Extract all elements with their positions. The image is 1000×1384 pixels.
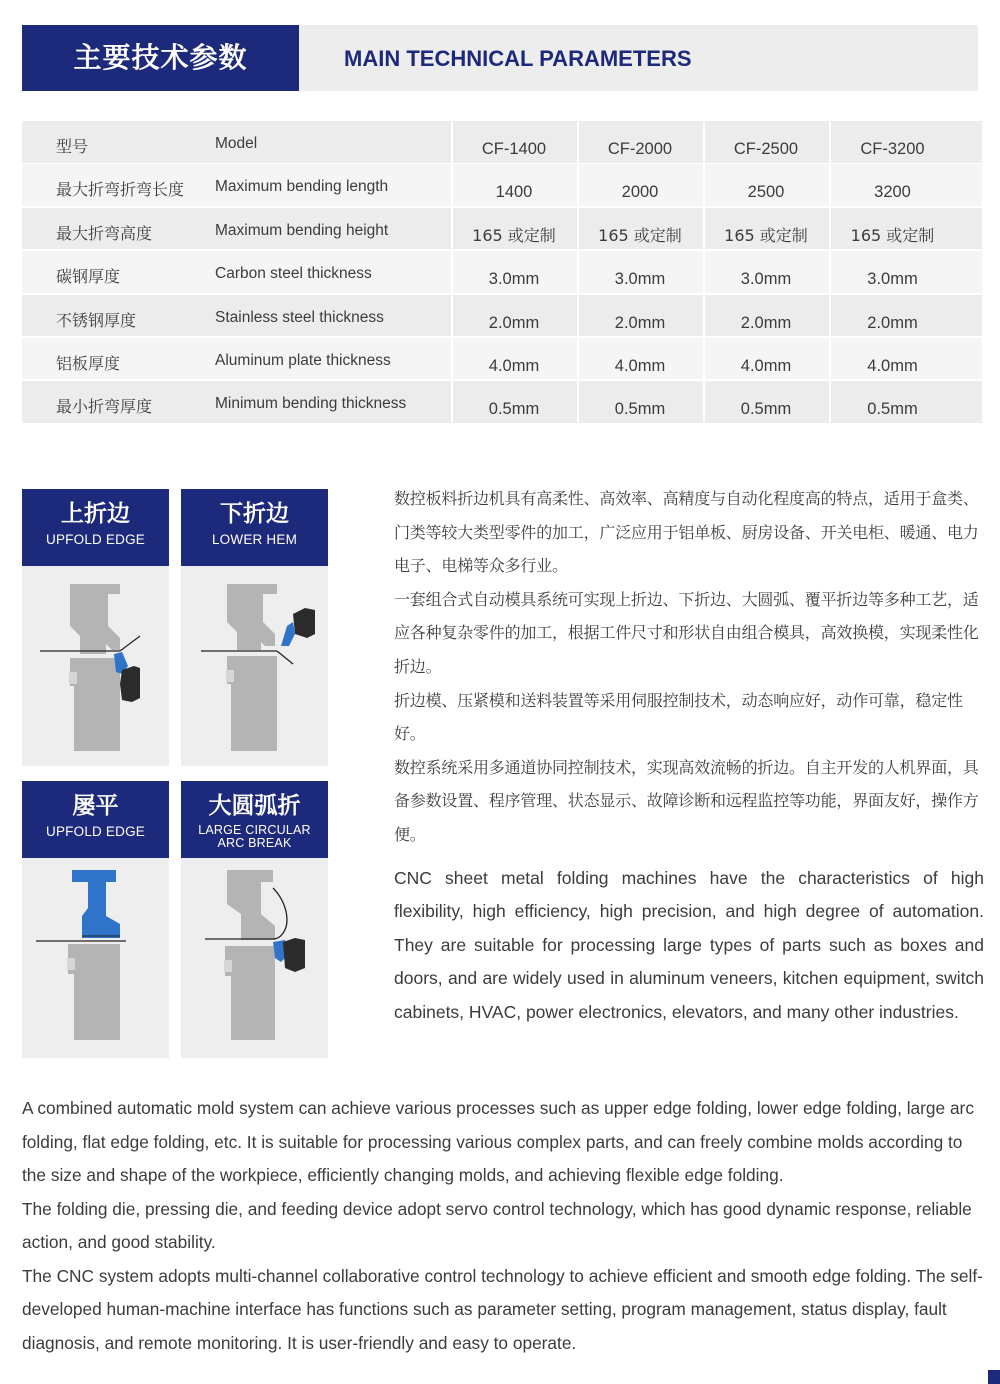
upfold-tool-illustration: [22, 566, 169, 766]
description-cn: [394, 482, 984, 852]
paragraph: The CNC system adopts multi-channel collaborative control technology to achieve efficient and smooth edge folding. The self-developed human-machine interface has functions such as parameter setting, program management, status display, fault diagnosis, and remote monitoring. It is user-friendly and easy to operate.: [22, 1265, 983, 1353]
param-value: 4.0mm: [703, 338, 827, 380]
paragraph: A combined automatic mold system can achieve various processes such as upper edge folding, lower edge folding, large arc folding, flat edge folding, etc. It is suitable for processing various complex parts, and can freely combine molds according to the size and shape of the workpiece, efficiently changing molds, and achieving flexible edge folding.: [22, 1098, 974, 1185]
large-arc-tool-illustration: [181, 858, 328, 1058]
table-row: [22, 380, 982, 423]
section-title-en: MAIN TECHNICAL PARAMETERS: [344, 46, 692, 71]
param-value: 165 或定制: [451, 208, 575, 250]
param-label-cn: 最小折弯厚度: [56, 397, 153, 417]
param-value: 3.0mm: [451, 251, 575, 293]
card-header: [22, 781, 169, 858]
param-label-en: Carbon steel thickness: [215, 265, 372, 283]
card-title-cn: 大圆弧折: [208, 793, 301, 819]
param-value: 2500: [703, 164, 827, 206]
card-header: [22, 489, 169, 566]
card-header: [181, 781, 328, 858]
parameters-table: [22, 120, 982, 424]
description-en: CNC sheet metal folding machines have the characteristics of high flexibility, high efficiency, high precision, and high degree of automation. They are suitable for processing large types of parts such as boxes and doors, and are widely used in aluminum veneers, kitchen equipment, switch cabinets, HVAC, power electronics, elevators, and many other industries.: [394, 868, 984, 1022]
param-value: 2.0mm: [703, 295, 827, 337]
paragraph: 数控板料折边机具有高柔性、高效率、高精度与自动化程度高的特点，适用于盒类、门类等较大类型零件的加工，广泛应用于铝单板、厨房设备、开关电柜、暖通、电力电子、电梯等众多行业。: [394, 489, 979, 576]
tool-card-large-arc: [181, 781, 328, 1058]
param-value: CF-2500: [703, 121, 827, 163]
param-value: 2.0mm: [577, 295, 701, 337]
param-label-en: Stainless steel thickness: [215, 308, 384, 326]
param-value: 4.0mm: [451, 338, 575, 380]
param-label-en: Maximum bending height: [215, 221, 389, 239]
table-row: [22, 207, 982, 250]
param-label-en: Aluminum plate thickness: [215, 351, 391, 369]
table-row: [22, 294, 982, 337]
param-value: 165 或定制: [829, 208, 982, 250]
card-title-en: UPFOLD EDGE: [46, 824, 145, 839]
section-header: [22, 25, 978, 91]
paragraph: 一套组合式自动模具系统可实现上折边、下折边、大圆弧、覆平折边等多种工艺，适应各种复杂零件的加工，根据工件尺寸和形状自由组合模具，高效换模，实现柔性化折边。: [394, 589, 979, 676]
paragraph: 数控系统采用多通道协同控制技术，实现高效流畅的折边。自主开发的人机界面，具备参数设置、程序管理、状态显示、故障诊断和远程监控等功能，界面友好，操作方便。: [394, 757, 979, 844]
param-value: 165 或定制: [703, 208, 827, 250]
param-value: 2000: [577, 164, 701, 206]
param-value: CF-1400: [451, 121, 575, 163]
card-title-en: LOWER HEM: [211, 532, 298, 547]
param-label-cn: 最大折弯高度: [56, 223, 153, 243]
tool-card-flatten: [22, 781, 169, 1058]
paragraph: The folding die, pressing die, and feeding device adopt servo control technology, which has good dynamic response, reliable action, and good stability.: [22, 1198, 972, 1252]
param-value: CF-2000: [577, 121, 701, 163]
param-label-cn: 铝板厚度: [56, 353, 121, 373]
param-value: 0.5mm: [577, 381, 701, 423]
bottom-description: [22, 1092, 986, 1360]
corner-mark: [988, 1370, 1000, 1384]
param-value: 165 或定制: [577, 208, 701, 250]
param-label-cn: 不锈钢厚度: [56, 310, 137, 330]
param-value: 2.0mm: [829, 295, 982, 337]
param-label-en: Maximum bending length: [215, 178, 389, 196]
param-value: 4.0mm: [829, 338, 982, 380]
card-title-cn: 下折边: [220, 501, 289, 527]
param-value: 0.5mm: [451, 381, 575, 423]
card-header: [181, 489, 328, 566]
param-value: 1400: [451, 164, 575, 206]
card-title-en: UPFOLD EDGE: [46, 532, 145, 547]
param-value: 4.0mm: [577, 338, 701, 380]
tool-card-upfold: [22, 489, 169, 766]
lower-hem-tool-illustration: [181, 566, 328, 766]
param-value: 0.5mm: [703, 381, 827, 423]
section-title-cn: 主要技术参数: [22, 25, 299, 91]
table-row: [22, 163, 982, 206]
param-value: 3.0mm: [703, 251, 827, 293]
param-value: CF-3200: [829, 121, 982, 163]
table-row: [22, 120, 982, 163]
card-title-en: LARGE CIRCULAR ARC BREAK: [198, 823, 311, 850]
param-label-cn: 型号: [56, 137, 89, 156]
card-title-cn: 屡平: [72, 793, 119, 819]
table-row: [22, 250, 982, 293]
paragraph: 折边模、压紧模和送料装置等采用伺服控制技术，动态响应好，动作可靠，稳定性好。: [394, 690, 963, 744]
flatten-tool-illustration: [22, 858, 169, 1058]
param-value: 3.0mm: [829, 251, 982, 293]
param-label-en: Minimum bending thickness: [215, 395, 407, 413]
param-value: 3.0mm: [577, 251, 701, 293]
param-label-cn: 碳钢厚度: [56, 267, 121, 287]
param-value: 0.5mm: [829, 381, 982, 423]
tool-card-lower-hem: [181, 489, 328, 766]
param-label-en: Model: [215, 135, 258, 152]
card-title-cn: 上折边: [61, 501, 130, 527]
table-row: [22, 337, 982, 380]
param-label-cn: 最大折弯折弯长度: [56, 180, 185, 200]
param-value: 3200: [829, 164, 982, 206]
param-value: 2.0mm: [451, 295, 575, 337]
